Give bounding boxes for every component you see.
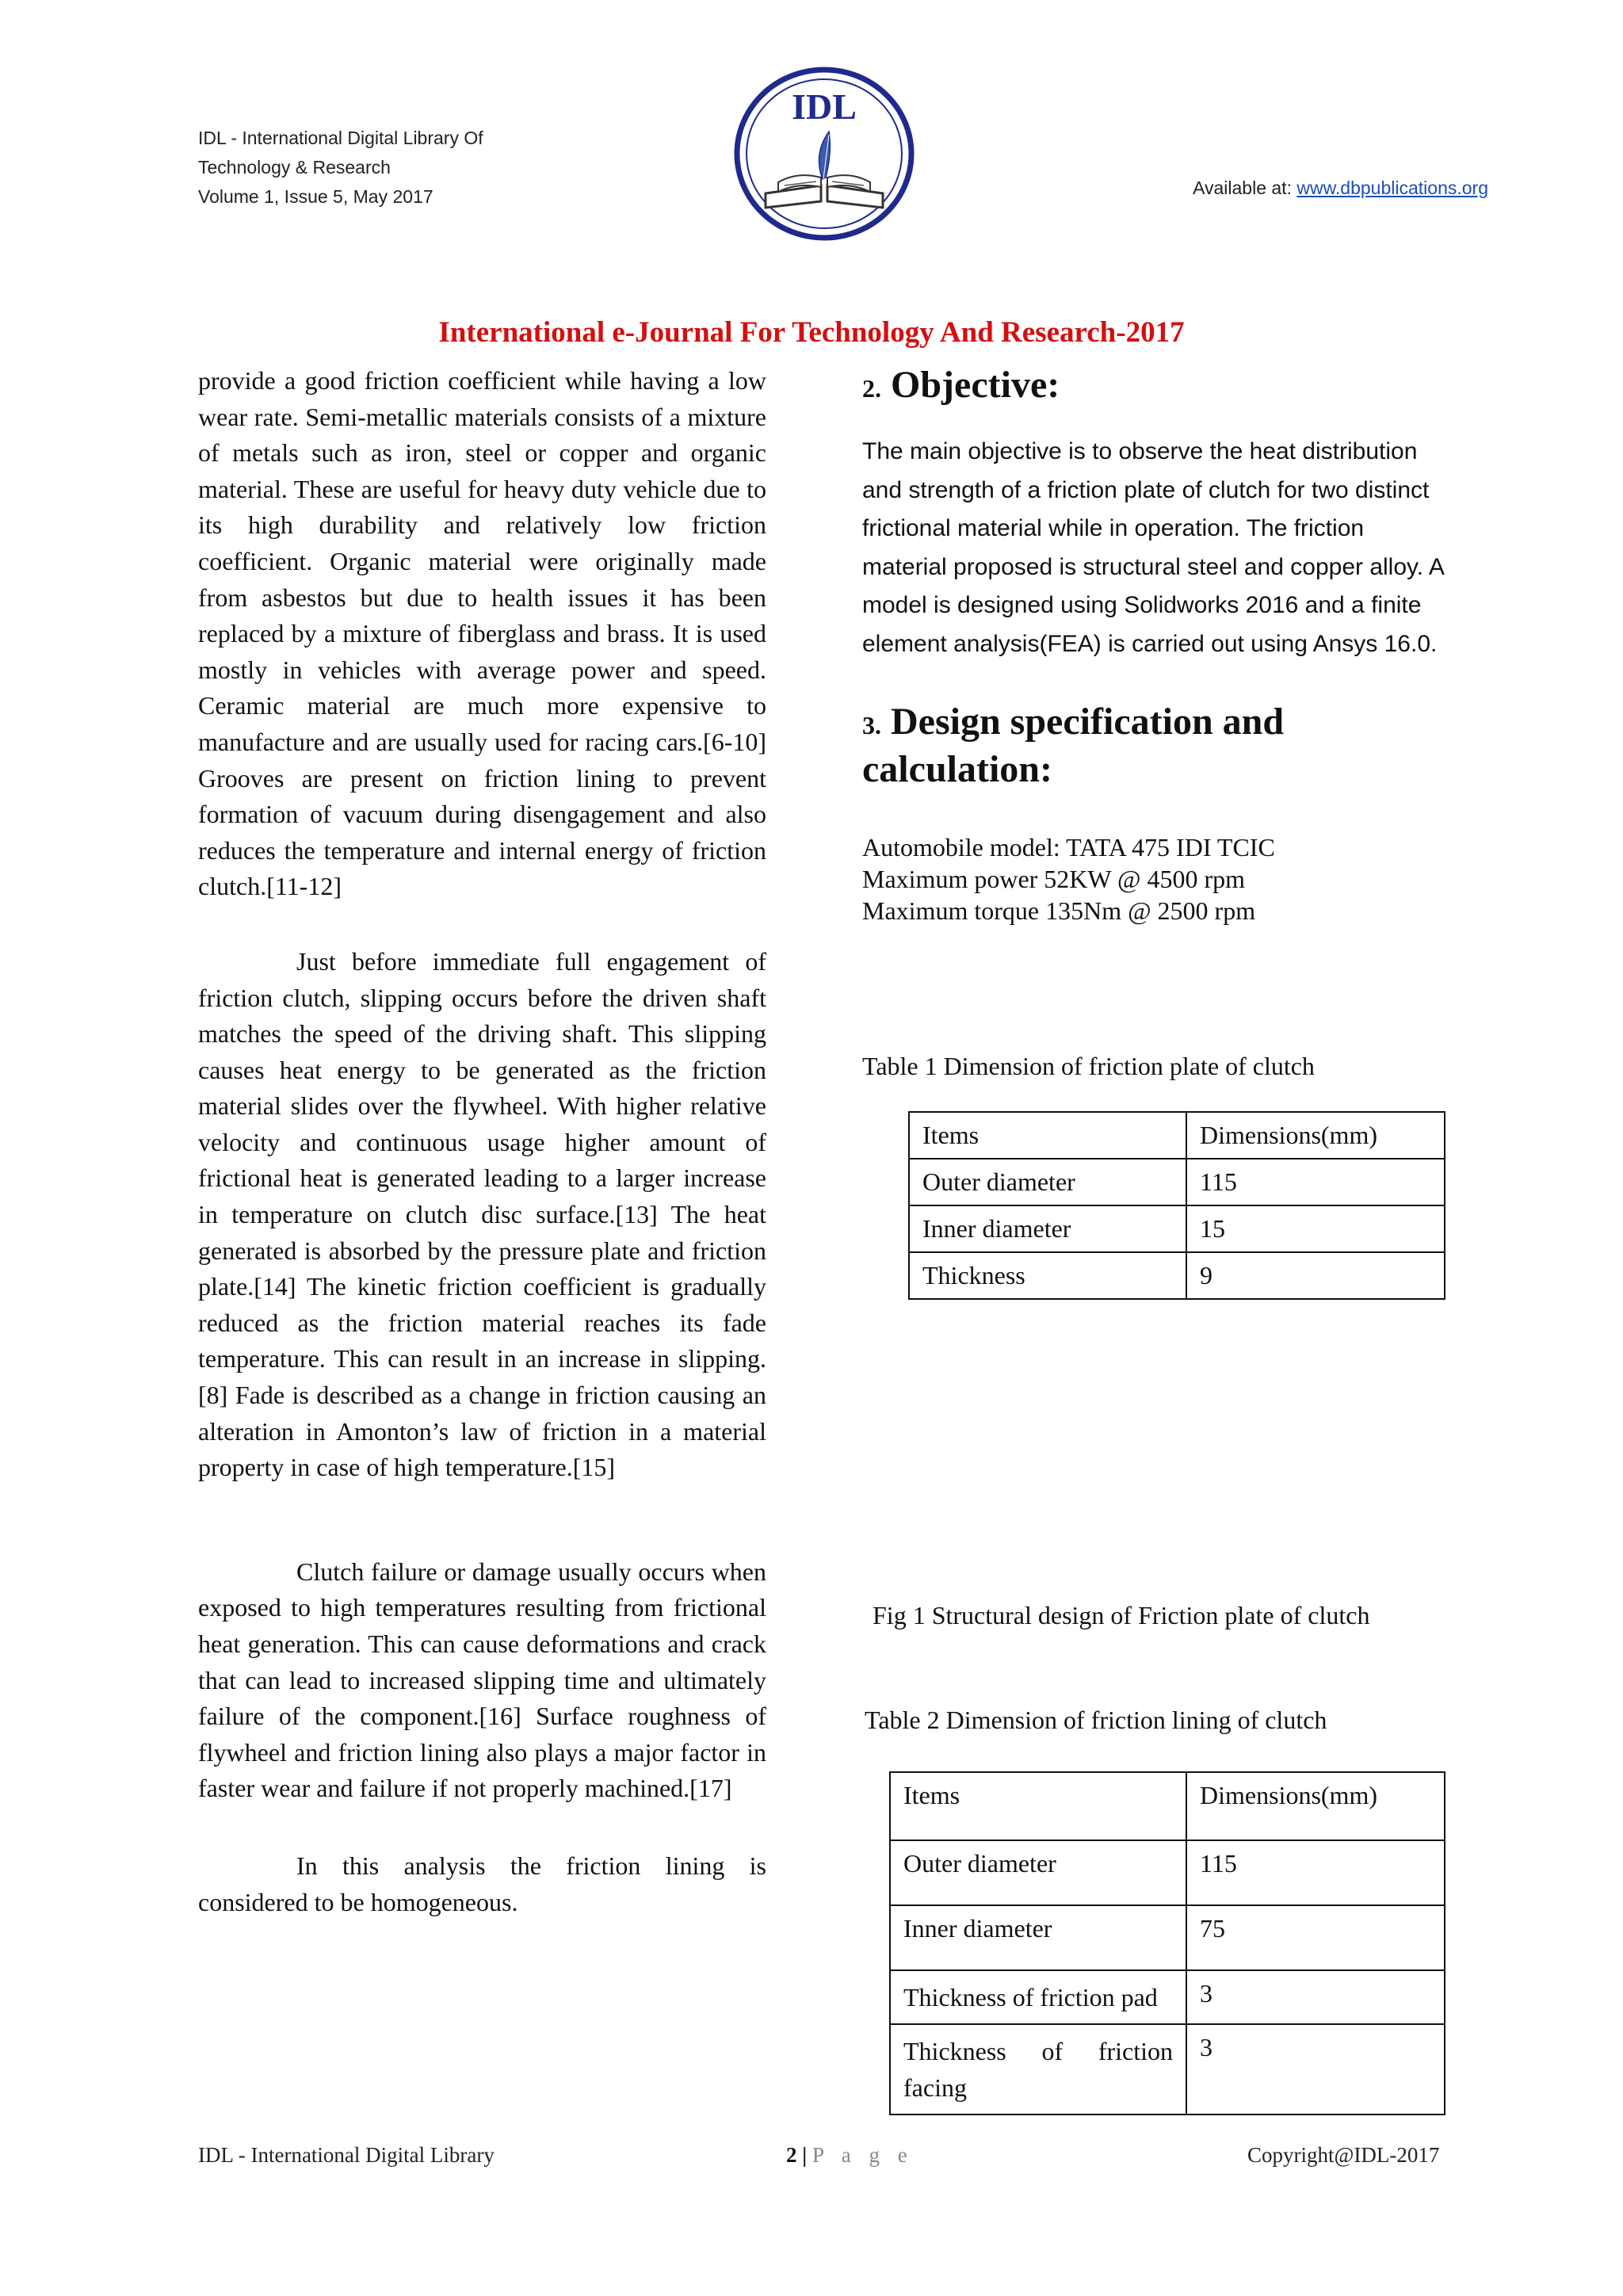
table-cell: 3 (1186, 1970, 1445, 2024)
table-header-cell: Dimensions(mm) (1186, 1772, 1445, 1840)
table1-caption: Table 1 Dimension of friction plate of clutch (862, 1052, 1315, 1080)
table-cell: Outer diameter (890, 1840, 1186, 1905)
table-cell: Thickness (909, 1252, 1186, 1299)
page-separator: | (796, 2143, 812, 2167)
table-row (890, 2024, 1445, 2115)
table-cell: 9 (1186, 1252, 1445, 1299)
header-line-3: Volume 1, Issue 5, May 2017 (198, 186, 433, 207)
table1-friction-plate (908, 1111, 1445, 1300)
table-header-cell: Items (909, 1112, 1186, 1159)
objective-text: The main objective is to observe the heat distribution and strength of a friction plate of clutch for two distinct frictional material while in operation. The friction material proposed is structural steel and copper alloy. A model is designed using Solidworks 2016 and a finite element analysis(FEA) is carried out using Ansys 16.0. (862, 438, 1444, 657)
table-cell: 115 (1186, 1159, 1445, 1205)
page-number: 2 (786, 2143, 797, 2167)
table-row (890, 1840, 1445, 1905)
page-word: P a g e (812, 2143, 914, 2167)
paragraph-homogeneous: In this analysis the friction lining is considered to be homogeneous. (198, 1851, 766, 1916)
header-line-1: IDL - International Digital Library Of (198, 128, 483, 148)
table-row (909, 1252, 1445, 1299)
table-cell: Thickness of friction pad (890, 1970, 1186, 2024)
available-label: Available at: (1193, 178, 1297, 198)
objective-number: 2. (862, 374, 881, 403)
design-title-line2: calculation: (862, 748, 1052, 790)
header-line-2: Technology & Research (198, 157, 391, 178)
vehicle-specs (862, 831, 1449, 926)
design-heading (862, 700, 1449, 792)
header-availability (1193, 178, 1488, 199)
logo-text: IDL (792, 86, 857, 127)
table-cell: Inner diameter (890, 1905, 1186, 1970)
fig1-caption: Fig 1 Structural design of Friction plate of clutch (873, 1601, 1370, 1629)
table-header-row (890, 1772, 1445, 1840)
idl-logo (734, 67, 915, 241)
table-header-cell: Dimensions(mm) (1186, 1112, 1445, 1159)
table-cell: Inner diameter (909, 1205, 1186, 1252)
table-cell: 15 (1186, 1205, 1445, 1252)
objective-title: Objective: (891, 364, 1060, 406)
table-header-cell: Items (890, 1772, 1186, 1840)
journal-title: International e-Journal For Technology And Research-2017 (438, 316, 1185, 349)
spec-model: Automobile model: TATA 475 IDI TCIC (862, 833, 1275, 861)
table-cell: Thickness of friction facing (890, 2024, 1186, 2115)
design-number: 3. (862, 711, 881, 739)
table-cell: 115 (1186, 1840, 1445, 1905)
footer-copyright: Copyright@IDL-2017 (1247, 2143, 1440, 2167)
table-cell: 75 (1186, 1905, 1445, 1970)
table2-caption: Table 2 Dimension of friction lining of clutch (865, 1706, 1327, 1734)
paragraph-friction-materials: provide a good friction coefficient while having a low wear rate. Semi-metallic materials consists of a mixture of metals such as iron, steel or copper and organic material. These are useful for heavy duty vehicle due to its high durability and relatively low friction coefficient. Organic material were originally made from asbestos but due to health issues it has been replaced by a mixture of fiberglass and brass. It is used mostly in vehicles with average power and speed. Ceramic material are much more expensive to manufacture and are usually used for racing cars.[6-10] Grooves are present on friction lining to prevent formation of vacuum during disengagement and also reduces the temperature and internal energy of friction clutch.[11-12] (198, 366, 766, 901)
table-row (909, 1205, 1445, 1252)
table-header-row (909, 1112, 1445, 1159)
paragraph-slipping: Just before immediate full engagement of friction clutch, slipping occurs before the driven shaft matches the speed of the driving shaft. This slipping causes heat energy to be generated as the friction material slides over the flywheel. With higher relative velocity and continuous usage higher amount of frictional heat is generated leading to a larger increase in temperature on clutch disc surface.[13] The heat generated is absorbed by the pressure plate and friction plate.[14] The kinetic friction coefficient is gradually reduced as the friction material reaches its fade temperature. This can result in an increase in slipping.[8] Fade is described as a change in friction causing an alteration in Amonton’s law of friction in a material property in case of high temperature.[15] (198, 946, 766, 1482)
spec-power: Maximum power 52KW @ 4500 rpm (862, 865, 1246, 893)
header-publication-info (198, 124, 483, 212)
right-column (862, 363, 1449, 926)
table-row (890, 1970, 1445, 2024)
publisher-link[interactable]: www.dbpublications.org (1296, 178, 1488, 198)
table-row (909, 1159, 1445, 1205)
spec-torque: Maximum torque 135Nm @ 2500 rpm (862, 896, 1256, 925)
table-cell: Outer diameter (909, 1159, 1186, 1205)
paragraph-clutch-failure: Clutch failure or damage usually occurs when exposed to high temperatures resulting from frictional heat generation. This can cause deformations and crack that can lead to increased slipping time and ultimately failure of the component.[16] Surface roughness of flywheel and friction lining also plays a major factor in faster wear and failure if not properly machined.[17] (198, 1557, 766, 1803)
design-title-line1: Design specification and (891, 701, 1285, 743)
left-column (198, 363, 766, 1920)
table-row (890, 1905, 1445, 1970)
objective-heading (862, 363, 1449, 411)
table-cell: 3 (1186, 2024, 1445, 2115)
footer-page-number (786, 2143, 914, 2168)
table2-friction-lining (889, 1771, 1445, 2115)
footer-library: IDL - International Digital Library (198, 2143, 495, 2167)
